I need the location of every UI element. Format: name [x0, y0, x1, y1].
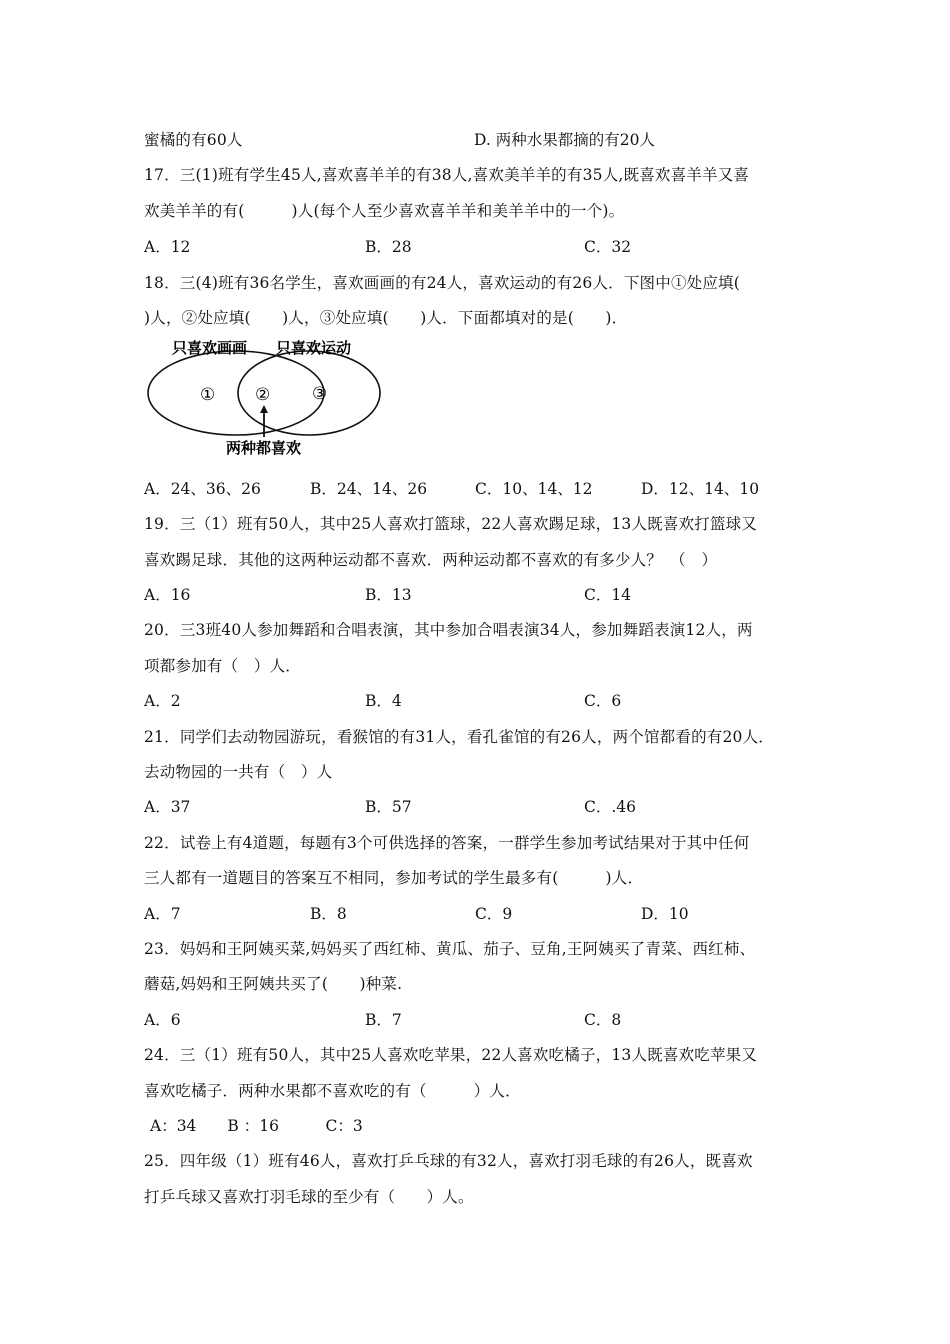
venn-label-right: 只喜欢运动	[276, 339, 352, 357]
q20-option-b: B．4	[365, 692, 402, 710]
q17-option-b: B．28	[365, 238, 412, 256]
q22-option-b: B．8	[310, 905, 347, 923]
q22-line-2: 三人都有一道题目的答案互不相同，参加考试的学生最多有( )人．	[144, 869, 644, 887]
q24-line-1: 24．三（1）班有50人，其中25人喜欢吃苹果，22人喜欢吃橘子，13人既喜欢吃苹果又	[144, 1046, 758, 1064]
venn-region-2: ②	[255, 385, 271, 405]
q23-option-a: A．6	[144, 1011, 181, 1029]
q23-line-1: 23．妈妈和王阿姨买菜,妈妈买了西红柿、黄瓜、茄子、豆角,王阿姨买了青菜、西红柿、	[144, 940, 756, 958]
q23-option-c: C．8	[584, 1011, 622, 1029]
q20-line-2: 项都参加有（ ）人．	[144, 657, 302, 675]
venn-region-3: ③	[312, 384, 328, 404]
q18-option-b: B．24、14、26	[310, 480, 428, 498]
q25-line-1: 25．四年级（1）班有46人，喜欢打乒乓球的有32人，喜欢打羽毛球的有26人，既喜欢	[144, 1152, 753, 1170]
q21-line-1: 21．同学们去动物园游玩，看猴馆的有31人，看孔雀馆的有26人，两个馆都看的有20人．	[144, 728, 774, 746]
venn-region-1: ①	[200, 385, 216, 405]
q24-line-2: 喜欢吃橘子．两种水果都不喜欢吃的有（ ）人．	[144, 1082, 521, 1100]
q19-line-1: 19．三（1）班有50人，其中25人喜欢打篮球，22人喜欢踢足球，13人既喜欢打篮球又	[144, 515, 758, 533]
venn-left-circle	[148, 351, 324, 435]
q18-line-1: 18．三(4)班有36名学生，喜欢画画的有24人，喜欢运动的有26人．下图中①处应填(	[144, 274, 740, 292]
q21-option-c: C．.46	[584, 798, 637, 816]
q17-option-a: A．12	[144, 238, 191, 256]
venn-label-bottom: 两种都喜欢	[226, 439, 302, 457]
q17-line-1: 17．三(1)班有学生45人,喜欢喜羊羊的有38人,喜欢美羊羊的有35人,既喜欢喜羊羊又喜	[144, 166, 750, 184]
q22-option-a: A．7	[144, 905, 181, 923]
q22-line-1: 22．试卷上有4道题，每题有3个可供选择的答案，一群学生参加考试结果对于其中任何	[144, 834, 750, 852]
q25-line-2: 打乒乓球又喜欢打羽毛球的至少有（ ）人。	[144, 1188, 474, 1206]
q19-line-2: 喜欢踢足球．其他的这两种运动都不喜欢．两种运动都不喜欢的有多少人？ （ ）	[144, 551, 718, 569]
venn-diagram	[140, 335, 390, 465]
q23-option-b: B．7	[365, 1011, 402, 1029]
q21-line-2: 去动物园的一共有（ ）人	[144, 763, 333, 781]
q20-option-c: C．6	[584, 692, 622, 710]
q19-option-b: B．13	[365, 586, 412, 604]
q18-line-2: )人，②处应填( )人，③处应填( )人．下面都填对的是( )．	[144, 309, 628, 327]
venn-label-left: 只喜欢画画	[172, 339, 248, 357]
q20-option-a: A．2	[144, 692, 181, 710]
q19-option-c: C．14	[584, 586, 632, 604]
q22-option-c: C．9	[475, 905, 513, 923]
q24-options: A：34 B ：16 C：3	[150, 1117, 363, 1135]
q17-line-2: 欢美羊羊的有( )人(每个人至少喜欢喜羊羊和美羊羊中的一个)。	[144, 202, 625, 220]
q22-option-d: D．10	[641, 905, 689, 923]
q21-option-b: B．57	[365, 798, 412, 816]
q21-option-a: A．37	[144, 798, 191, 816]
q20-line-1: 20．三3班40人参加舞蹈和合唱表演，其中参加合唱表演34人，参加舞蹈表演12人，两	[144, 621, 753, 639]
q18-option-c: C．10、14、12	[475, 480, 593, 498]
q17-option-c: C．32	[584, 238, 632, 256]
q19-option-a: A．16	[144, 586, 191, 604]
venn-arrow-head	[260, 405, 268, 413]
q18-option-d: D．12、14、10	[641, 480, 760, 498]
q16-option-d: D. 两种水果都摘的有20人	[474, 131, 655, 149]
q16-option-c-tail: 蜜橘的有60人	[144, 131, 243, 149]
q23-line-2: 蘑菇,妈妈和王阿姨共买了( )种菜.	[144, 975, 403, 993]
q18-option-a: A．24、36、26	[144, 480, 261, 498]
